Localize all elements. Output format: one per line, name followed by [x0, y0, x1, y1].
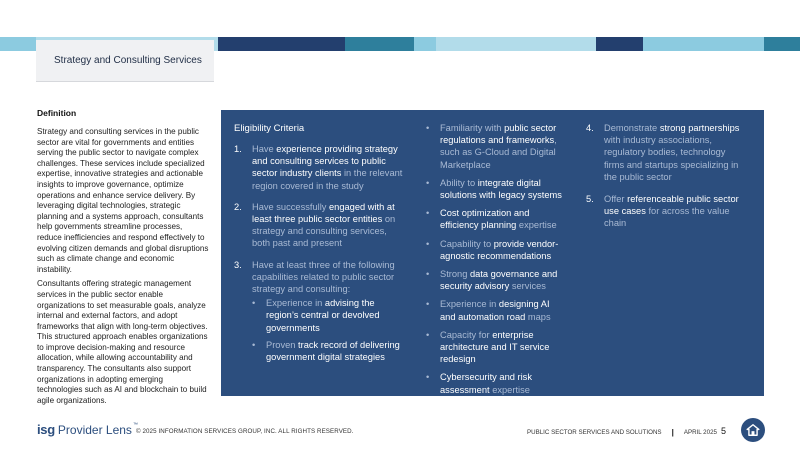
criterion-text-muted: Have at least three of the following capabilities related to public sector strategy and consulting: — [252, 259, 395, 295]
eligibility-heading: Eligibility Criteria — [234, 123, 305, 134]
capability-text-muted: maps — [525, 311, 551, 322]
criterion-text-muted: with industry associations, regulatory bodies, technology firms and startups specializing in the public sector — [604, 135, 739, 182]
capability-text-highlight: Cost optimization and efficiency planning — [440, 208, 530, 231]
capability-text-highlight: track record of delivering government digital strategies — [266, 339, 400, 363]
eligibility-column-1 — [234, 122, 404, 372]
bullet-icon: • — [426, 299, 430, 310]
capability-text-muted: , such as G-Cloud and Digital Marketplace — [440, 135, 557, 170]
criterion-5 — [586, 193, 746, 230]
logo-provider-lens-text: Provider Lens — [57, 423, 132, 437]
capability-list — [252, 297, 404, 363]
capability-item — [426, 177, 566, 201]
capability-text-highlight: integrate digital solutions with legacy systems — [440, 177, 562, 201]
definition-heading: Definition — [37, 108, 77, 118]
page-title: Strategy and Consulting Services — [54, 55, 202, 66]
bullet-icon: • — [426, 238, 430, 249]
section-title-box — [36, 40, 214, 82]
page-footer — [0, 418, 800, 450]
criterion-text-muted: Have successfully — [252, 201, 329, 212]
stripe-segment — [218, 37, 345, 51]
capability-text-muted: Capacity for — [440, 329, 493, 340]
capability-item — [252, 297, 404, 334]
bullet-icon: • — [426, 329, 430, 340]
capability-item — [252, 339, 404, 363]
criterion-text-muted: for across the value chain — [604, 206, 730, 229]
criterion-number: 2. — [234, 201, 242, 212]
capability-text-highlight: enterprise architecture and IT service redesign — [440, 329, 550, 365]
capability-text-muted: Proven — [266, 339, 299, 350]
capability-text-highlight: provide vendor-agnostic recommendations — [440, 238, 559, 261]
criterion-1 — [234, 143, 404, 192]
capability-item — [426, 207, 566, 231]
bullet-icon: • — [426, 177, 430, 188]
capability-text-highlight: data governance and security advisory — [440, 269, 558, 292]
capability-item — [426, 371, 566, 395]
criterion-4 — [586, 122, 746, 183]
criterion-text-highlight: strong partnerships — [659, 123, 740, 133]
stripe-segment — [345, 37, 414, 51]
criterion-text-muted: in the relevant region covered in the study — [252, 168, 403, 191]
home-button[interactable] — [741, 418, 765, 442]
stripe-segment — [596, 37, 643, 51]
capability-text-highlight: Cybersecurity and risk assessment — [440, 372, 532, 395]
footer-section-name: PUBLIC SECTOR SERVICES AND SOLUTIONS — [527, 429, 662, 436]
capability-text-muted: Experience in — [266, 298, 325, 309]
capability-text-highlight: public sector regulations and frameworks — [440, 123, 557, 146]
criterion-text-muted: Have — [252, 144, 277, 154]
bullet-icon: • — [426, 123, 430, 133]
criterion-2 — [234, 201, 404, 250]
capability-text-muted: Familiarity with — [440, 123, 505, 133]
capability-item — [426, 122, 566, 171]
criterion-number: 3. — [234, 259, 242, 270]
bullet-icon: • — [426, 372, 430, 383]
criterion-text-muted: on strategy and consulting services, both past and present — [252, 214, 396, 249]
capability-text-muted: Strong — [440, 269, 470, 280]
criterion-text-highlight: experience providing strategy and consulting services to public sector industry clients — [252, 144, 398, 179]
criterion-number: 1. — [234, 144, 242, 154]
copyright-text: © 2025 INFORMATION SERVICES GROUP, INC. ALL RIGHTS RESERVED. — [136, 428, 354, 435]
criterion-text-highlight: engaged with at least three public sector entities — [252, 201, 395, 225]
capability-text-muted: Ability to — [440, 177, 478, 188]
capability-text-muted: expertise — [516, 220, 557, 231]
eligibility-column-3 — [586, 122, 746, 240]
criterion-text-muted: Demonstrate — [604, 123, 660, 133]
capability-text-muted: services — [509, 281, 546, 292]
stripe-segment — [414, 37, 436, 51]
footer-separator: | — [671, 428, 674, 437]
criterion-text-muted: Offer — [604, 194, 628, 205]
isg-provider-lens-logo — [37, 422, 138, 437]
footer-date: APRIL 2025 — [683, 429, 717, 436]
stripe-segment — [436, 37, 596, 51]
bullet-icon: • — [252, 339, 256, 350]
capability-text-muted: Capability to — [440, 238, 494, 249]
footer-meta — [527, 428, 717, 437]
capability-text-muted: Experience in — [440, 299, 499, 310]
stripe-segment — [764, 37, 800, 51]
capability-text-highlight: advising the region’s central or devolved governments — [266, 298, 380, 333]
eligibility-panel — [221, 110, 764, 396]
definition-paragraph: Consultants offering strategic management services in the public sector enable organizations to set measurable goals, analyze internal and external factors, and adopt frameworks that align with long-term objectives. This structured approach enables organizations to improve decision-making and resource allocation, while allowing accountability and transparency. The consultants also support organizations in adopting emerging technologies such as AI and blockchain to build agile organizations. — [37, 279, 208, 405]
bullet-icon: • — [252, 298, 256, 309]
home-icon — [746, 423, 760, 437]
page-number: 5 — [721, 426, 727, 436]
criterion-text-highlight: referenceable public sector use cases — [604, 194, 739, 217]
stripe-segment — [643, 37, 764, 51]
criterion-3 — [234, 259, 404, 364]
capability-item — [426, 329, 566, 366]
capability-text-muted: expertise — [489, 384, 530, 395]
capability-text-highlight: designing AI and automation road — [440, 299, 550, 322]
bullet-icon: • — [426, 208, 430, 219]
capability-item — [426, 238, 566, 262]
criterion-number: 4. — [586, 123, 594, 133]
stripe-segment — [0, 37, 36, 51]
capability-item — [426, 298, 566, 322]
definition-paragraph: Strategy and consulting services in the public sector are vital for governments and entities serving the public sector to navigate complex challenges. These services include specialized expertise, innovative strategies and actionable insights to improve governance, optimize operations and enhance service delivery. By leveraging digital technologies, strategic planning and a systems approach, consultants help governments streamline processes, reduce inefficiencies and respond effectively to evolving citizen demands and global disruptions such as climate change and economic instability. — [37, 127, 209, 274]
logo-isg-text: isg — [37, 422, 55, 437]
eligibility-column-2 — [426, 122, 566, 402]
bullet-icon: • — [426, 269, 430, 280]
criterion-number: 5. — [586, 194, 594, 205]
definition-section — [37, 108, 209, 410]
capability-item — [426, 268, 566, 292]
logo-trademark: ™ — [132, 422, 138, 428]
